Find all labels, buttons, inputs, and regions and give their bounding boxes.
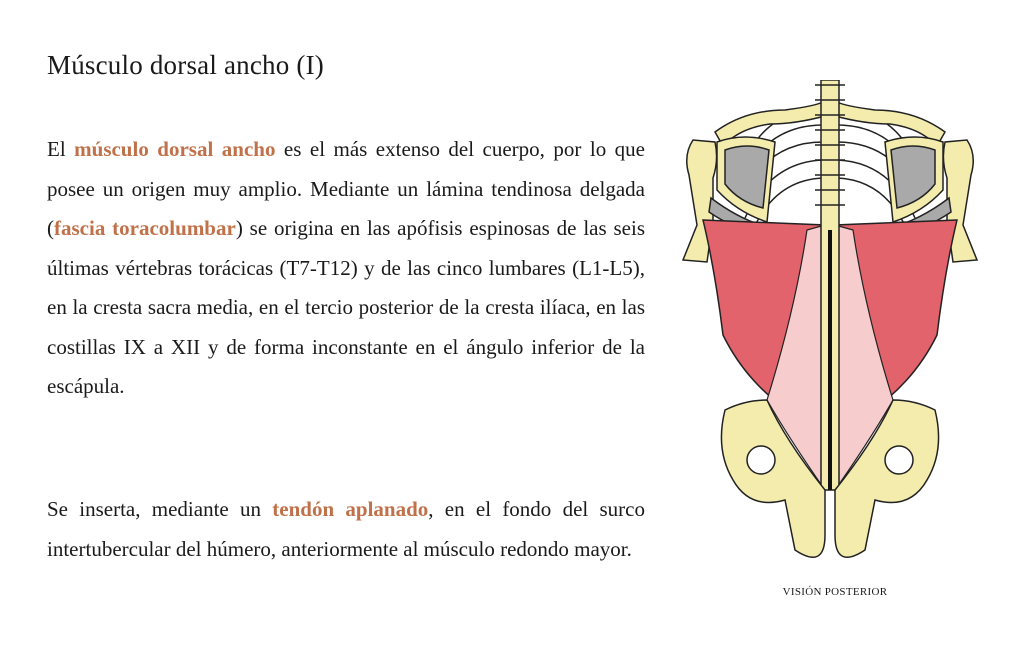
page-title: Músculo dorsal ancho (I) (47, 50, 324, 80)
text-segment: Se inserta, mediante un (47, 497, 273, 521)
text-segment: , en el fondo del surco intertubercular del húmero, anteriormente al músculo redondo mayor. (47, 497, 645, 561)
highlight-term-latissimus: músculo dorsal ancho (74, 137, 276, 161)
figure-caption: VISIÓN POSTERIOR (782, 586, 888, 598)
text-segment: es el más extenso del cuerpo, por lo que posee un origen muy amplio. Mediante un lámina tendinosa delgada ( (47, 137, 645, 240)
paragraph-insertion (47, 490, 645, 569)
text-segment: ) se origina en las apófisis espinosas de las seis últimas vértebras torácicas (T7-T12) y de las cinco lumbares (L1-L5), en la cresta sacra media, en el tercio posterior de la cresta ilíaca, en las costillas IX a XII y de forma inconstante en el ángulo inferior de la escápula. (47, 216, 645, 398)
anatomy-illustration (675, 80, 985, 570)
highlight-term-tendon: tendón aplanado (272, 497, 429, 521)
text-segment: El (47, 137, 75, 161)
paragraph-origin (47, 130, 645, 407)
highlight-term-fascia: fascia toracolumbar (54, 216, 236, 240)
